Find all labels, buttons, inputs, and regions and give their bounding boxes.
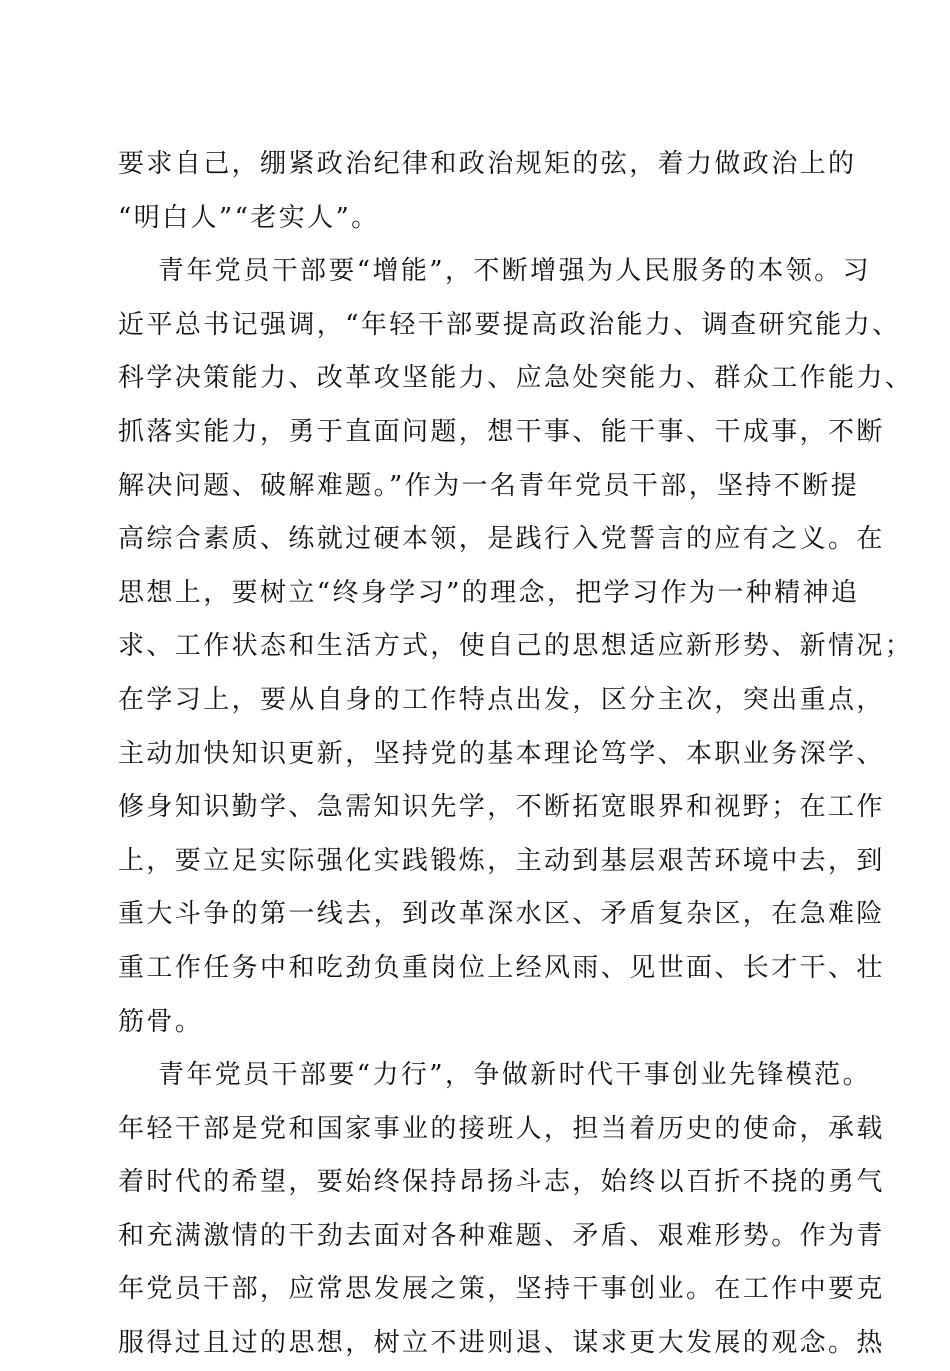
text-line: 和充满激情的干劲去面对各种难题、矛盾、艰难形势。作为青 — [118, 1220, 885, 1251]
text-line: 主动加快知识更新，坚持党的基本理论笃学、本职业务深学、 — [118, 738, 885, 769]
text-line: 年党员干部，应常思发展之策，坚持干事创业。在工作中要克 — [118, 1274, 885, 1305]
text-line: 近平总书记强调，“年轻干部要提高政治能力、调查研究能力、 — [118, 309, 901, 340]
text-line: 科学决策能力、改革攻坚能力、应急处突能力、群众工作能力、 — [118, 363, 914, 394]
text-line: 高综合素质、练就过硬本领，是践行入党誓言的应有之义。在 — [118, 524, 885, 555]
text-line: 修身知识勤学、急需知识先学，不断拓宽眼界和视野；在工作 — [118, 792, 885, 823]
text-line: “明白人”“老实人”。 — [118, 202, 380, 233]
text-line: 筋骨。 — [118, 1006, 204, 1037]
paragraph-start-line: 青年党员干部要“增能”，不断增强为人民服务的本领。习 — [158, 256, 871, 287]
text-line: 要求自己，绷紧政治纪律和政治规矩的弦，着力做政治上的 — [118, 149, 857, 179]
text-line: 思想上，要树立“终身学习”的理念，把学习作为一种精神追 — [118, 577, 860, 608]
text-line: 求、工作状态和生活方式，使自己的思想适应新形势、新情况； — [118, 631, 914, 662]
text-line: 服得过且过的思想，树立不进则退、谋求更大发展的观念。热 — [118, 1328, 885, 1359]
body-text — [118, 138, 914, 1371]
text-line: 抓落实能力，勇于直面问题，想干事、能干事、干成事，不断 — [118, 416, 885, 447]
text-line: 着时代的希望，要始终保持昂扬斗志，始终以百折不挠的勇气 — [118, 1167, 885, 1198]
text-line: 年轻干部是党和国家事业的接班人，担当着历史的使命，承载 — [118, 1113, 885, 1144]
text-line: 重大斗争的第一线去，到改革深水区、矛盾复杂区，在急难险 — [118, 899, 885, 930]
text-line: 在学习上，要从自身的工作特点出发，区分主次，突出重点， — [118, 684, 885, 715]
paragraph-start-line: 青年党员干部要“力行”，争做新时代干事创业先锋模范。 — [158, 1060, 871, 1091]
text-line: 解决问题、破解难题。”作为一名青年党员干部，坚持不断提 — [118, 470, 860, 501]
text-line: 上，要立足实际强化实践锻炼，主动到基层艰苦环境中去，到 — [118, 845, 885, 876]
text-line: 重工作任务中和吃劲负重岗位上经风雨、见世面、长才干、壮 — [118, 952, 885, 983]
